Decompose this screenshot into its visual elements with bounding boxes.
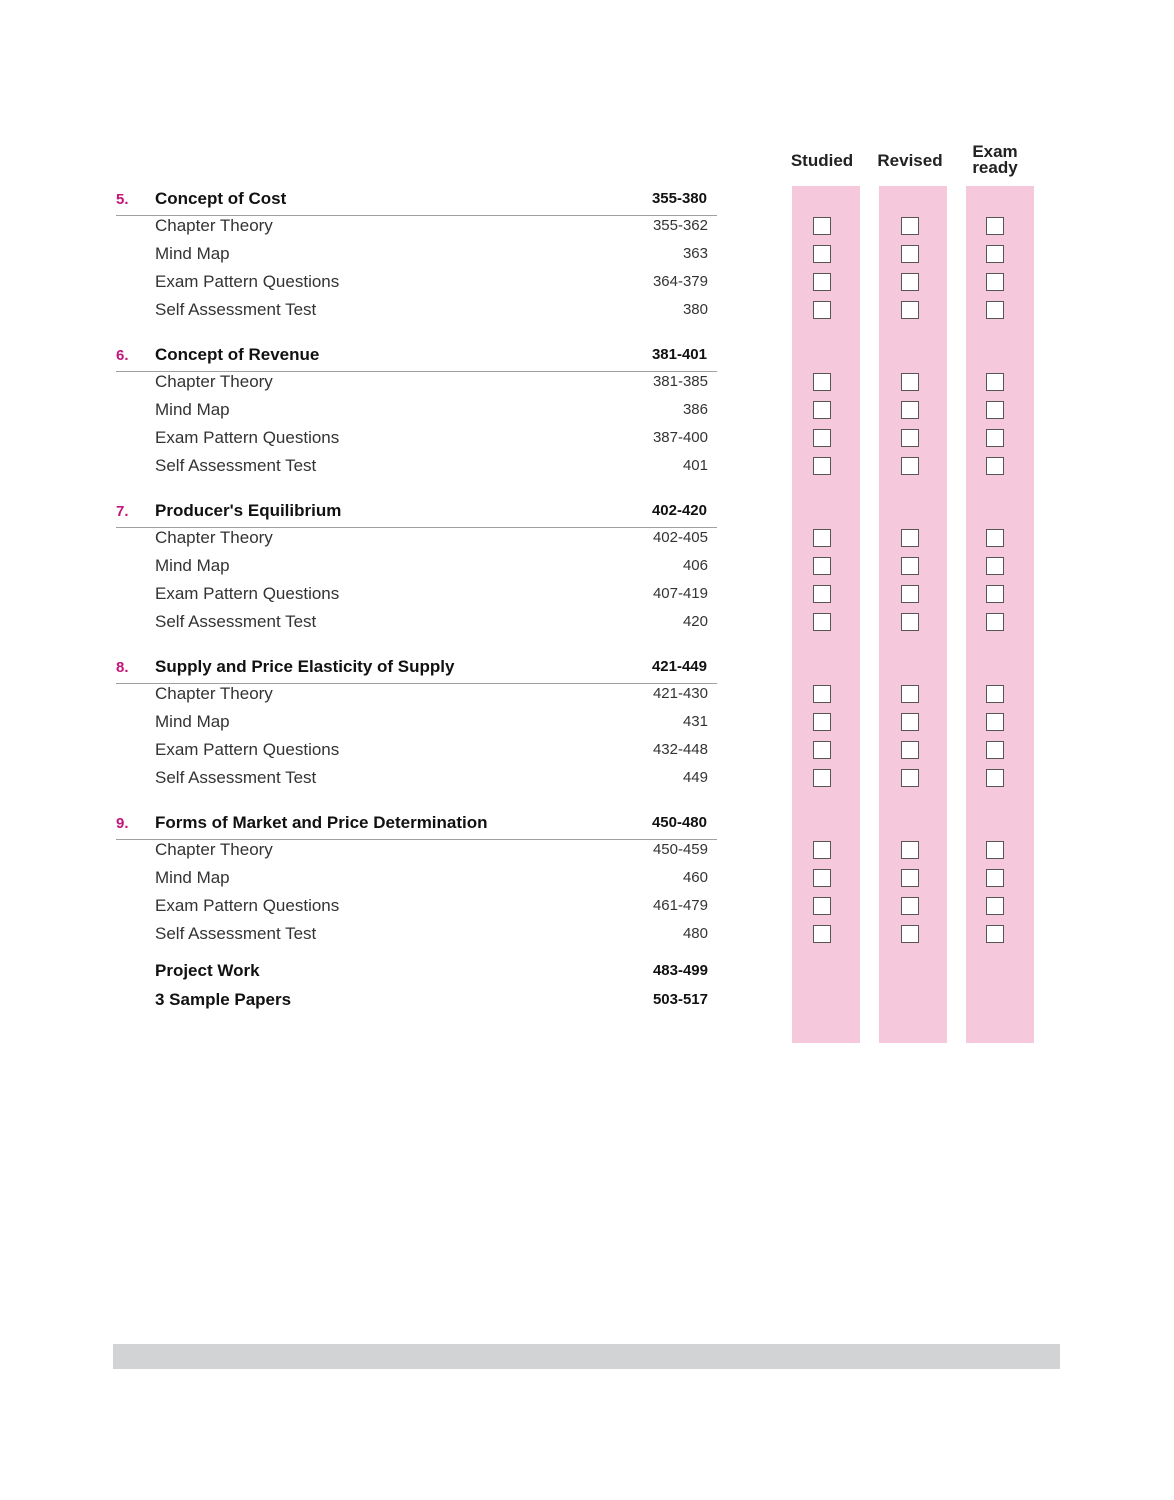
chapter-row (116, 501, 717, 528)
exam-ready-checkbox[interactable] (986, 457, 1004, 475)
studied-checkbox[interactable] (813, 869, 831, 887)
chapter-row (116, 657, 717, 684)
exam-ready-checkbox[interactable] (986, 429, 1004, 447)
section-label: Exam Pattern Questions (155, 272, 340, 291)
section-label: Mind Map (155, 400, 230, 419)
exam-ready-checkbox[interactable] (986, 925, 1004, 943)
section-label: Mind Map (155, 712, 230, 731)
revised-checkbox[interactable] (901, 245, 919, 263)
section-label: Self Assessment Test (155, 300, 317, 319)
section-row (155, 528, 708, 550)
studied-checkbox[interactable] (813, 557, 831, 575)
chapter-pages: 355-380 (651, 190, 707, 207)
studied-checkbox[interactable] (813, 373, 831, 391)
section-label: Self Assessment Test (155, 612, 317, 631)
section-pages: 460 (682, 869, 708, 886)
section-label: Chapter Theory (155, 528, 273, 547)
section-row (155, 924, 708, 946)
exam-ready-checkbox[interactable] (986, 401, 1004, 419)
studied-checkbox[interactable] (813, 713, 831, 731)
revised-checkbox[interactable] (901, 557, 919, 575)
studied-checkbox[interactable] (813, 925, 831, 943)
revised-checkbox[interactable] (901, 301, 919, 319)
section-label: Chapter Theory (155, 216, 273, 235)
extra-pages: 483-499 (652, 962, 708, 979)
section-pages: 420 (682, 613, 708, 630)
extra-label: Project Work (155, 961, 260, 980)
section-label: Mind Map (155, 868, 230, 887)
section-row (155, 456, 708, 478)
section-row (155, 868, 708, 890)
section-pages: 461-479 (652, 897, 708, 914)
exam-ready-checkbox[interactable] (986, 869, 1004, 887)
revised-checkbox[interactable] (901, 217, 919, 235)
studied-checkbox[interactable] (813, 897, 831, 915)
revised-checkbox[interactable] (901, 713, 919, 731)
studied-checkbox[interactable] (813, 457, 831, 475)
chapter-row (116, 813, 717, 840)
section-pages: 406 (682, 557, 708, 574)
section-label: Exam Pattern Questions (155, 740, 340, 759)
section-pages: 364-379 (652, 273, 708, 290)
section-pages: 407-419 (652, 585, 708, 602)
section-row (155, 272, 708, 294)
exam-ready-checkbox[interactable] (986, 897, 1004, 915)
chapter-title: Supply and Price Elasticity of Supply (155, 657, 455, 676)
section-label: Exam Pattern Questions (155, 584, 340, 603)
section-row (155, 840, 708, 862)
extra-label: 3 Sample Papers (155, 990, 292, 1009)
revised-checkbox[interactable] (901, 529, 919, 547)
chapter-title: Concept of Cost (155, 189, 287, 208)
exam-ready-checkbox[interactable] (986, 841, 1004, 859)
section-pages: 355-362 (652, 217, 708, 234)
chapter-title: Forms of Market and Price Determination (155, 813, 488, 832)
exam-ready-header-line1: Exam (972, 142, 1018, 161)
studied-header: Studied (790, 151, 854, 170)
chapter-row (116, 189, 717, 216)
exam-ready-checkbox[interactable] (986, 713, 1004, 731)
section-row (155, 612, 708, 634)
exam-ready-checkbox[interactable] (986, 273, 1004, 291)
section-pages: 449 (682, 769, 708, 786)
revised-checkbox[interactable] (901, 613, 919, 631)
section-row (155, 684, 708, 706)
exam-ready-checkbox[interactable] (986, 769, 1004, 787)
chapter-row (116, 345, 717, 372)
chapter-number: 8. (116, 659, 129, 676)
exam-ready-checkbox[interactable] (986, 585, 1004, 603)
exam-ready-checkbox[interactable] (986, 217, 1004, 235)
studied-checkbox[interactable] (813, 741, 831, 759)
section-pages: 363 (682, 245, 708, 262)
section-label: Chapter Theory (155, 840, 273, 859)
section-row (155, 300, 708, 322)
section-pages: 402-405 (652, 529, 708, 546)
revised-checkbox[interactable] (901, 585, 919, 603)
revised-checkbox[interactable] (901, 769, 919, 787)
revised-header: Revised (877, 151, 943, 170)
revised-checkbox[interactable] (901, 925, 919, 943)
section-row (155, 216, 708, 238)
section-label: Mind Map (155, 556, 230, 575)
revised-checkbox[interactable] (901, 741, 919, 759)
exam-ready-header (945, 144, 1045, 176)
extra-row (155, 961, 708, 983)
exam-ready-checkbox[interactable] (986, 685, 1004, 703)
studied-checkbox[interactable] (813, 401, 831, 419)
revised-checkbox[interactable] (901, 457, 919, 475)
chapter-number: 9. (116, 815, 129, 832)
revised-checkbox[interactable] (901, 897, 919, 915)
section-pages: 480 (682, 925, 708, 942)
section-pages: 381-385 (652, 373, 708, 390)
studied-checkbox[interactable] (813, 685, 831, 703)
chapter-pages: 450-480 (651, 814, 707, 831)
section-label: Self Assessment Test (155, 768, 317, 787)
studied-checkbox[interactable] (813, 245, 831, 263)
exam-ready-header-line2: ready (972, 158, 1018, 177)
section-row (155, 584, 708, 606)
chapter-number: 7. (116, 503, 129, 520)
chapter-number: 6. (116, 347, 129, 364)
section-row (155, 556, 708, 578)
section-row (155, 712, 708, 734)
revised-checkbox[interactable] (901, 841, 919, 859)
revised-checkbox[interactable] (901, 273, 919, 291)
section-pages: 380 (682, 301, 708, 318)
section-pages: 450-459 (652, 841, 708, 858)
studied-checkbox[interactable] (813, 429, 831, 447)
revised-checkbox[interactable] (901, 685, 919, 703)
studied-checkbox[interactable] (813, 585, 831, 603)
studied-checkbox[interactable] (813, 529, 831, 547)
section-row (155, 400, 708, 422)
chapter-pages: 402-420 (651, 502, 707, 519)
section-row (155, 244, 708, 266)
exam-ready-checkbox[interactable] (986, 301, 1004, 319)
chapter-title: Producer's Equilibrium (155, 501, 342, 520)
extra-pages: 503-517 (652, 991, 708, 1008)
section-pages: 401 (682, 457, 708, 474)
section-row (155, 768, 708, 790)
revised-checkbox[interactable] (901, 869, 919, 887)
section-label: Exam Pattern Questions (155, 896, 340, 915)
section-row (155, 372, 708, 394)
revised-checkbox[interactable] (901, 401, 919, 419)
section-row (155, 740, 708, 762)
extra-row (155, 990, 708, 1012)
studied-checkbox[interactable] (813, 841, 831, 859)
section-label: Mind Map (155, 244, 230, 263)
chapter-number: 5. (116, 191, 129, 208)
studied-checkbox[interactable] (813, 769, 831, 787)
section-label: Self Assessment Test (155, 924, 317, 943)
exam-ready-checkbox[interactable] (986, 373, 1004, 391)
exam-ready-checkbox[interactable] (986, 245, 1004, 263)
section-row (155, 896, 708, 918)
revised-checkbox[interactable] (901, 373, 919, 391)
section-label: Self Assessment Test (155, 456, 317, 475)
section-pages: 432-448 (652, 741, 708, 758)
revised-checkbox[interactable] (901, 429, 919, 447)
studied-checkbox[interactable] (813, 301, 831, 319)
section-pages: 421-430 (652, 685, 708, 702)
chapter-pages: 381-401 (651, 346, 707, 363)
footer-bar (113, 1344, 1060, 1369)
section-label: Chapter Theory (155, 684, 273, 703)
studied-checkbox[interactable] (813, 613, 831, 631)
section-label: Chapter Theory (155, 372, 273, 391)
studied-checkbox[interactable] (813, 217, 831, 235)
section-pages: 386 (682, 401, 708, 418)
exam-ready-checkbox[interactable] (986, 741, 1004, 759)
chapter-title: Concept of Revenue (155, 345, 320, 364)
section-pages: 387-400 (652, 429, 708, 446)
exam-ready-checkbox[interactable] (986, 557, 1004, 575)
section-row (155, 428, 708, 450)
chapter-pages: 421-449 (651, 658, 707, 675)
section-label: Exam Pattern Questions (155, 428, 340, 447)
exam-ready-checkbox[interactable] (986, 529, 1004, 547)
studied-checkbox[interactable] (813, 273, 831, 291)
exam-ready-checkbox[interactable] (986, 613, 1004, 631)
section-pages: 431 (682, 713, 708, 730)
